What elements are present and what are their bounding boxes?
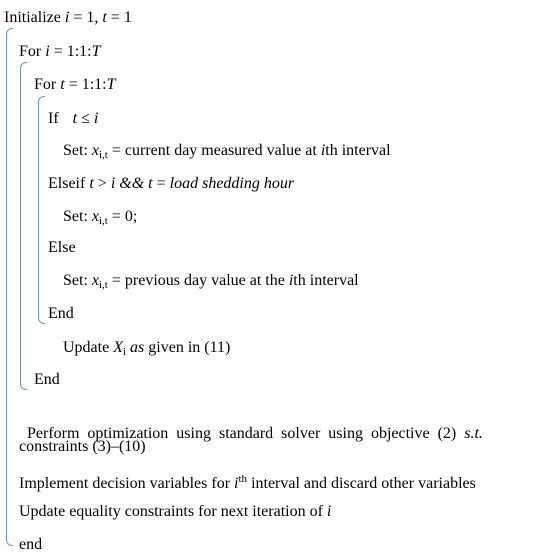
line-update-x: Update $X_i$ as given in (11)	[63, 339, 231, 358]
line-initialize: Initialize i = 1, t = 1	[4, 9, 132, 26]
line-implement: Implement decision variables for $i^{th}$ interval and discard other variables	[19, 473, 476, 492]
line-end: end	[19, 536, 43, 553]
for-t-bracket	[38, 96, 45, 324]
for-i-bracket	[20, 62, 27, 390]
line-constraints: constraints (3)–(10)	[19, 438, 146, 455]
line-set-2: Set: $x_{i,t} = 0$;	[63, 208, 138, 227]
line-set-3: Set: $x_{i,t}$ = previous day value at the ith interval	[63, 272, 359, 291]
line-else: Else	[48, 239, 76, 256]
line-for-i: For i = 1:1:T	[19, 43, 101, 60]
line-set-1: Set: $x_{i,t}$ = current day measured value at ith interval	[63, 142, 391, 161]
line-end-if: End	[48, 305, 74, 322]
line-for-t: For t = 1:1:T	[34, 76, 116, 93]
line-end-for-t: End	[34, 371, 60, 388]
line-perform: Perform optimization using standard solver using objective (2) s.t.	[27, 425, 483, 442]
line-if: If t ≤ i	[48, 110, 99, 127]
line-update-constraints: Update equality constraints for next iteration of i	[19, 503, 332, 520]
line-elseif: Elseif t > i && t = load shedding hour	[48, 175, 295, 192]
outer-bracket	[6, 28, 13, 546]
